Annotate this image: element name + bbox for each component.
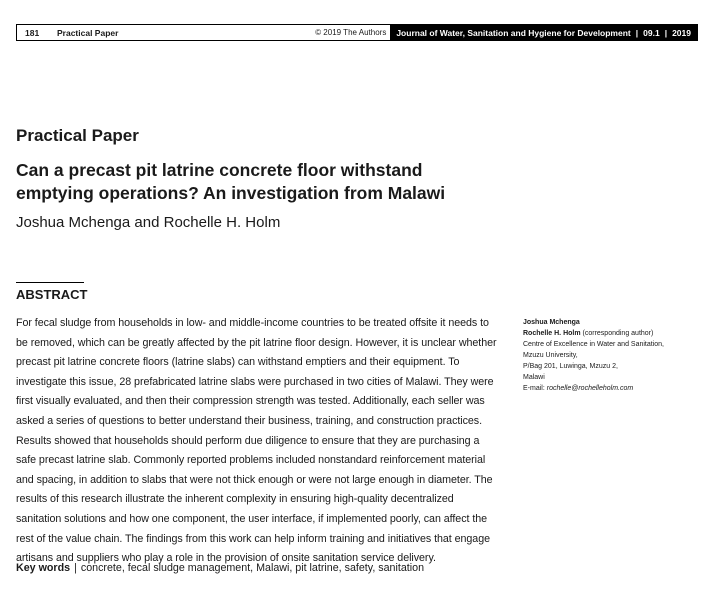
abstract-line: results of this research illustrate the inherent complexity in ensuring high-quality decentralized xyxy=(16,493,454,506)
keywords-separator: | xyxy=(74,562,77,574)
header-separator-2: | xyxy=(664,27,668,38)
page-number: 181 xyxy=(25,27,40,38)
affil-line: Malawi xyxy=(523,374,545,381)
abstract-line: precast pit latrine concrete floors (latrine slabs) can withstand emptiers and their equipment. To xyxy=(16,356,460,369)
abstract-line: asked a series of questions to better understand their business, training, and construction practices. xyxy=(16,414,483,427)
abstract-line: rest of the value chain. The findings from this work can help inform training and initiatives that engage xyxy=(16,532,490,545)
affil-line: Centre of Excellence in Water and Sanitation, xyxy=(523,341,664,348)
journal-name: Journal of Water, Sanitation and Hygiene for Development xyxy=(396,27,631,38)
journal-banner xyxy=(390,25,697,40)
affil-author-2: Rochelle H. Holm xyxy=(523,330,581,337)
corresponding-note: (corresponding author) xyxy=(580,330,654,337)
email-link[interactable]: rochelle@rochelleholm.com xyxy=(546,385,634,392)
header-separator-1: | xyxy=(635,27,639,38)
keywords xyxy=(16,562,424,574)
abstract-line: first visually evaluated, and then their compression strength was tested. Additionally, each seller was xyxy=(16,395,485,408)
abstract-heading: ABSTRACT xyxy=(16,287,88,302)
email-label: E-mail: xyxy=(523,385,547,392)
affil-line: Mzuzu University, xyxy=(523,352,578,359)
journal-year: 2019 xyxy=(672,27,691,38)
keywords-label: Key words xyxy=(16,562,71,574)
abstract-line: For fecal sludge from households in low- and middle-income countries to be treated offsite it needs to xyxy=(16,317,489,329)
running-header xyxy=(16,24,698,41)
section-divider xyxy=(16,282,84,283)
title-line-2: emptying operations? An investigation from Malawi xyxy=(16,183,446,203)
abstract-line: Results showed that households should perform due diligence to ensure that they are purchasing a xyxy=(16,434,480,447)
affil-author-2-line xyxy=(523,328,713,339)
abstract-line: sanitation solutions and how one component, the user interface, if implemented poorly, can affect the xyxy=(16,512,488,525)
abstract-line: be removed, which can be greatly affected by the pit latrine floor design. However, it is unclear whether xyxy=(16,336,497,349)
abstract-line: safe precast latrine slab. Commonly reported problems included nonstandard reinforcement material xyxy=(16,454,486,467)
journal-volume: 09.1 xyxy=(643,27,660,38)
abstract-line: and spacing, in addition to slabs that were not thick enough or were not large enough in diameter. The xyxy=(16,473,493,486)
title-line-1: Can a precast pit latrine concrete floor withstand xyxy=(16,160,423,180)
affil-author-1: Joshua Mchenga xyxy=(523,319,580,326)
abstract-line: investigate this issue, 28 prefabricated latrine slabs were purchased in two cities of Malawi. They were xyxy=(16,375,494,388)
keywords-list: concrete, fecal sludge management, Malawi, pit latrine, safety, sanitation xyxy=(80,562,425,574)
affil-email-line xyxy=(523,383,713,394)
affil-line: P/Bag 201, Luwinga, Mzuzu 2, xyxy=(523,363,618,370)
abstract-text xyxy=(16,314,500,569)
author-affiliations xyxy=(523,317,713,394)
article-type-label: Practical Paper xyxy=(16,126,139,145)
abstract-line: artisans and suppliers who play a role in the provision of onsite sanitation service delivery. xyxy=(16,552,436,565)
author-list: Joshua Mchenga and Rochelle H. Holm xyxy=(16,214,281,231)
header-article-type: Practical Paper xyxy=(57,27,119,38)
copyright-notice: © 2019 The Authors xyxy=(315,28,387,37)
article-title xyxy=(16,159,576,205)
